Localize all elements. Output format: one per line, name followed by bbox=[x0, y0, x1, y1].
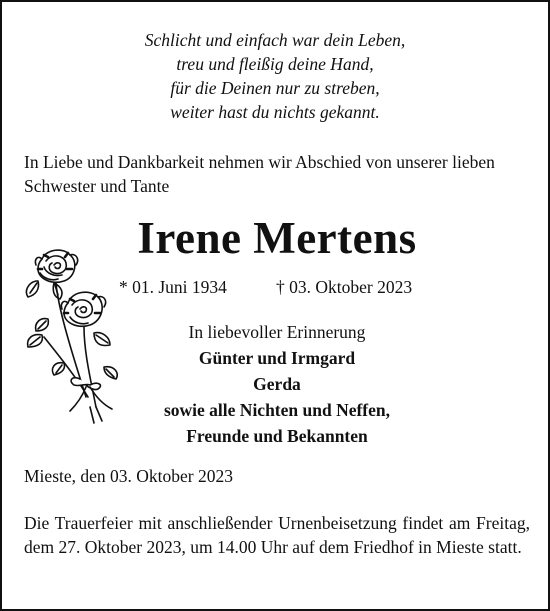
death-date: † 03. Oktober 2023 bbox=[276, 277, 413, 297]
poem bbox=[2, 28, 548, 124]
intro-text: In Liebe und Dankbarkeit nehmen wir Abschied von unserer lieben Schwester und Tante bbox=[24, 152, 495, 196]
mourner-1: Günter und Irmgard bbox=[198, 348, 356, 368]
deceased-name: Irene Mertens bbox=[137, 213, 417, 263]
remembrance-heading: In liebevoller Erinnerung bbox=[188, 322, 366, 342]
birth-date: * 01. Juni 1934 bbox=[119, 277, 227, 297]
place-date: Mieste, den 03. Oktober 2023 bbox=[24, 466, 233, 486]
poem-line-1: Schlicht und einfach war dein Leben, bbox=[144, 30, 406, 50]
rose-top-icon bbox=[35, 250, 77, 282]
mourner-4: Freunde und Bekannten bbox=[186, 426, 368, 446]
mourner-2: Gerda bbox=[253, 374, 301, 394]
mourners-block bbox=[2, 319, 550, 449]
poem-line-4: weiter hast du nichts gekannt. bbox=[170, 102, 380, 122]
poem-line-3: für die Deinen nur zu streben, bbox=[170, 78, 380, 98]
service-info: Die Trauerfeier mit anschließender Urnenbeisetzung findet am Freitag, dem 27. Oktober 2023, um 14.00 Uhr auf dem Friedhof in Mieste statt. bbox=[24, 513, 530, 557]
mourner-3: sowie alle Nichten und Neffen, bbox=[163, 400, 391, 420]
poem-line-2: treu und fleißig deine Hand, bbox=[176, 54, 374, 74]
